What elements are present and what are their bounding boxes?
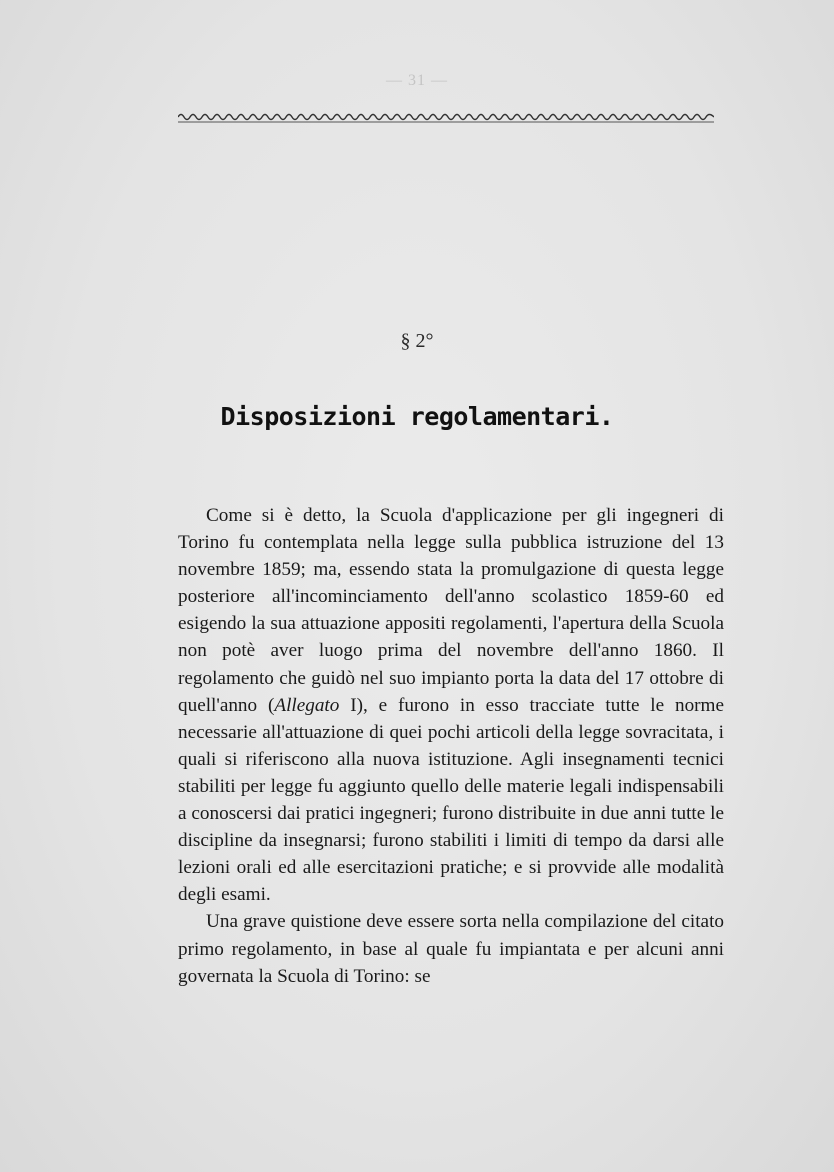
paragraph-1-text-a: Come si è detto, la Scuola d'applicazione per gli ingegneri di Torino fu contemplata nella legge sulla pubblica istruzione del 13 novembre 1859; ma, essendo stata la promulgazione di questa legge posteriore all'incominciamento dell'anno scolastico 1859-60 ed esigendo la sua attuazione appositi regolamenti, l'apertura della Scuola non potè aver luogo prima del novembre dell'anno 1860. Il regolamento che guidò nel suo impianto porta la data del 17 ottobre di quell'anno ( [178, 505, 724, 716]
page-number: — 31 — [386, 72, 448, 89]
paragraph-2: Una grave quistione deve essere sorta nella compilazione del citato primo regolamento, in base al quale fu impiantata e per alcuni anni governata la Scuola di Torino: se [178, 911, 724, 987]
section-heading: Disposizioni regolamentari. [220, 402, 614, 431]
paragraph-1-text-b: I), e furono in esso tracciate tutte le norme necessarie all'attuazione di quei pochi articoli della legge sovracitata, i quali si riferiscono alla nuova istituzione. Agli insegnamenti tecnici stabiliti per legge fu aggiunto quello delle materie legali indispensabili a conoscersi dai pratici ingegneri; furono distribuite in due anni tutte le discipline da insegnarsi; furono stabiliti i limiti di tempo da darsi alle lezioni orali ed alle esercitazioni pratiche; e si provvide alle modalità degli esami. [178, 694, 724, 906]
paragraph-1 [178, 502, 724, 908]
decorative-rule [178, 110, 714, 124]
body-text [178, 502, 724, 990]
section-number: § 2° [400, 330, 434, 352]
allegato-reference: Allegato [274, 694, 340, 716]
bleed-through-text [178, 128, 714, 418]
